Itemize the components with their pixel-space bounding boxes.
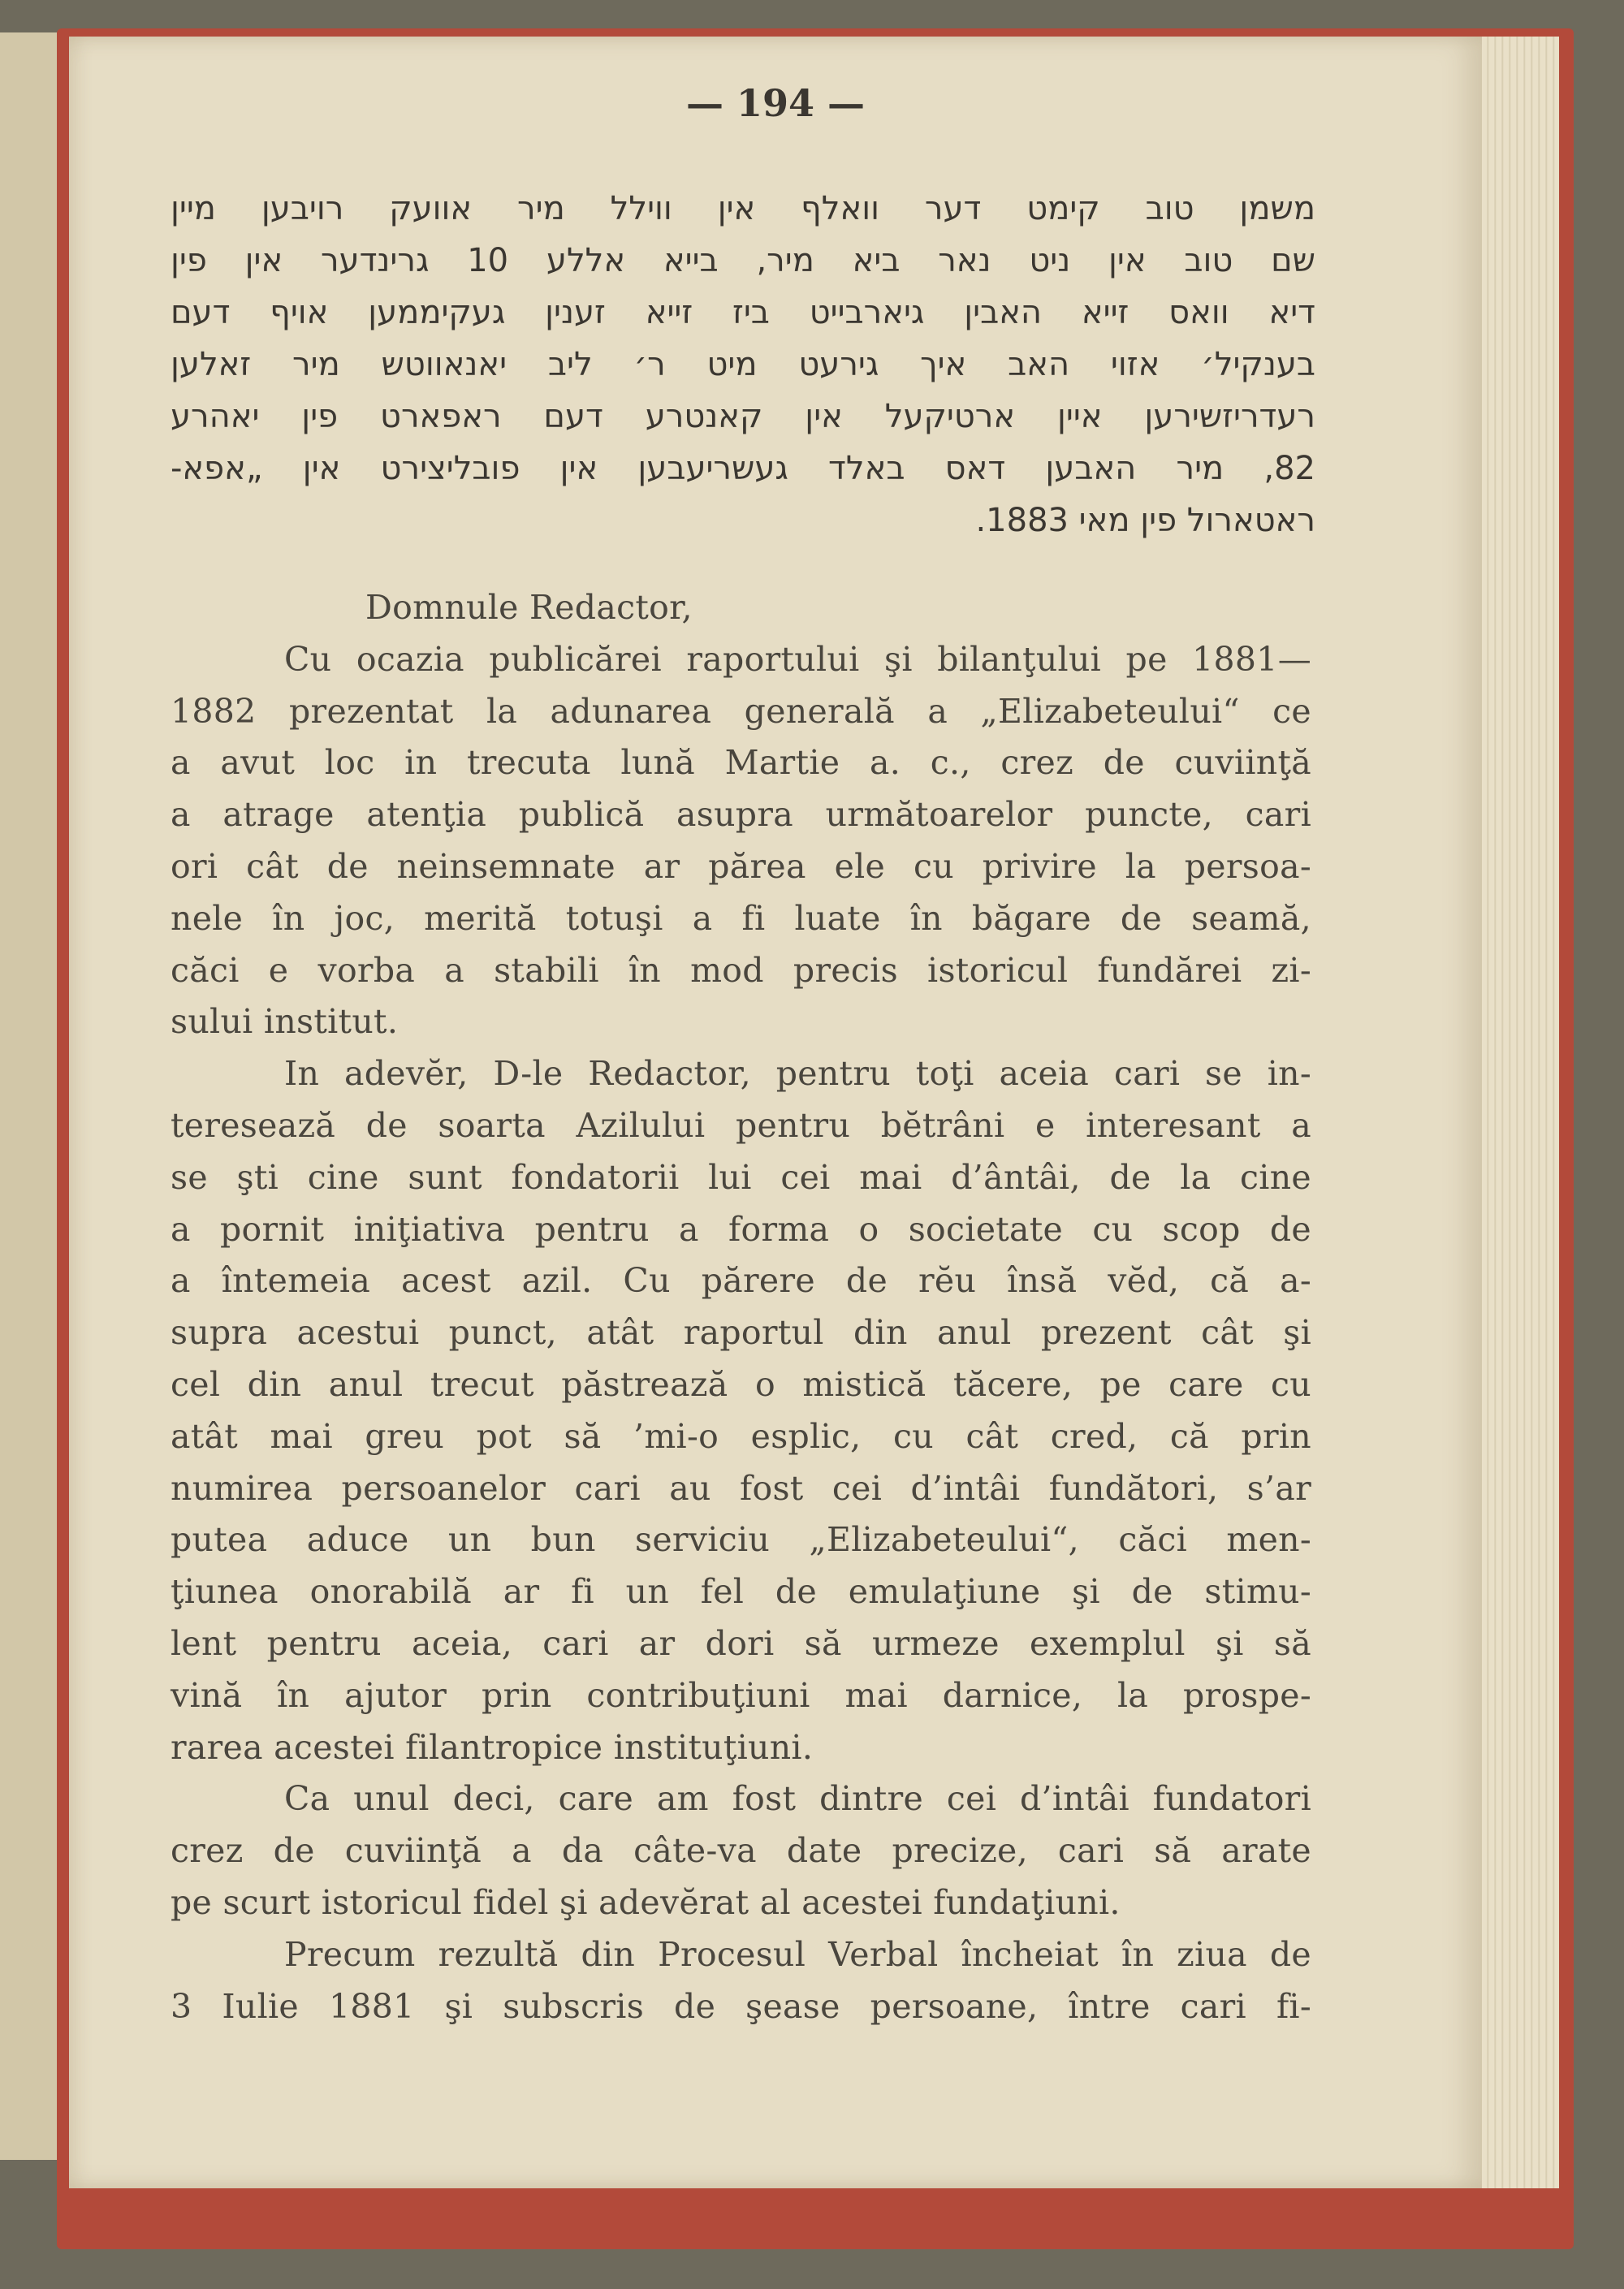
text-line: nele în joc, merită totuşi a fi luate în băgare de seamă, bbox=[171, 898, 1311, 938]
text-line: rarea acestei filantropice instituţiuni. bbox=[171, 1727, 814, 1767]
yiddish-paragraph bbox=[171, 183, 1315, 546]
text-line: căci e vorba a stabili în mod precis istoricul fundărei zi- bbox=[171, 950, 1311, 990]
yiddish-line: בענקיל׳ אזוי האב איך גירעט מיט ר׳ ליב יאנאווטש מיר זאלען bbox=[171, 346, 1315, 383]
page-number: — 194 — bbox=[685, 81, 866, 125]
book-page bbox=[69, 37, 1482, 2188]
text-line: atât mai greu pot să ’mi-o esplic, cu cât cred, că prin bbox=[171, 1416, 1311, 1456]
text-line: se şti cine sunt fondatorii lui cei mai d’ântâi, de la cine bbox=[171, 1157, 1311, 1197]
text-line: lent pentru aceia, cari ar dori să urmeze exemplul şi să bbox=[171, 1623, 1311, 1663]
page-block-edges bbox=[1482, 37, 1559, 2188]
text-line: supra acestui punct, atât raportul din anul prezent cât şi bbox=[171, 1313, 1311, 1353]
text-line: cel din anul trecut păstrează o mistică tăcere, pe care cu bbox=[171, 1364, 1311, 1404]
text-line: teresează de soarta Azilului pentru bĕtrâni e interesant a bbox=[171, 1105, 1311, 1145]
text-line: Cu ocazia publicărei raportului şi bilanţului pe 1881— bbox=[284, 639, 1311, 679]
text-line: numirea persoanelor cari au fost cei d’intâi fundători, s’ar bbox=[171, 1468, 1311, 1508]
text-line: Ca unul deci, care am fost dintre cei d’intâi fundatori bbox=[284, 1779, 1311, 1819]
text-line: a pornit iniţiativa pentru a forma o societate cu scop de bbox=[171, 1209, 1311, 1249]
text-line: 3 Iulie 1881 şi subscris de şease persoane, între cari fi- bbox=[171, 1986, 1311, 2026]
yiddish-line: משמן טוב קימט דער וואלף אין ווילל מיר אוועק רויבען מיין bbox=[171, 190, 1315, 227]
text-line: a atrage atenţia publică asupra următoarelor puncte, cari bbox=[171, 795, 1311, 835]
text-line: crez de cuviinţă a da câte-va date precize, cari să arate bbox=[171, 1831, 1311, 1871]
yiddish-line: ראטארול פין מאי 1883. bbox=[975, 502, 1315, 539]
text-line: pe scurt istoricul fidel şi adevĕrat al acestei fundaţiuni. bbox=[171, 1882, 1121, 1922]
yiddish-line: רעדריזשירען איין ארטיקעל אין קאנטרע דעם ראפארט פין יאהרע bbox=[171, 398, 1315, 435]
yiddish-line: דיא וואס זייא האבין גיארבייט ביז זייא זענין געקיממען אויף דעם bbox=[171, 294, 1315, 331]
text-line: a avut loc in trecuta lună Martie a. c., crez de cuviinţă bbox=[171, 743, 1311, 783]
text-line: 1882 prezentat la adunarea generală a „Elizabeteului“ ce bbox=[171, 691, 1311, 731]
romanian-letter bbox=[171, 582, 1311, 2032]
yiddish-line: שם טוב אין ניט נאר ביא מיר, בייא אללע 10 גרינדער אין פין bbox=[171, 242, 1315, 279]
text-line: putea aduce un bun serviciu „Elizabeteului“, căci men- bbox=[171, 1520, 1311, 1560]
salutation: Domnule Redactor, bbox=[365, 588, 693, 627]
text-line: ori cât de neinsemnate ar părea ele cu privire la persoa- bbox=[171, 846, 1311, 886]
text-line: Precum rezultă din Procesul Verbal încheiat în ziua de bbox=[284, 1934, 1311, 1974]
text-line: vină în ajutor prin contribuţiuni mai darnice, la prospe- bbox=[171, 1675, 1311, 1715]
yiddish-line: 82, מיר האבען דאס באלד געשריעבען אין פובליצירט אין „אפא- bbox=[171, 450, 1315, 487]
text-line: sului institut. bbox=[171, 1002, 399, 1042]
text-line: ţiunea onorabilă ar fi un fel de emulaţiune şi de stimu- bbox=[171, 1572, 1311, 1612]
text-line: In adevĕr, D-le Redactor, pentru toţi aceia cari se in- bbox=[284, 1054, 1311, 1094]
text-line: a întemeia acest azil. Cu părere de rĕu însă vĕd, că a- bbox=[171, 1261, 1311, 1301]
